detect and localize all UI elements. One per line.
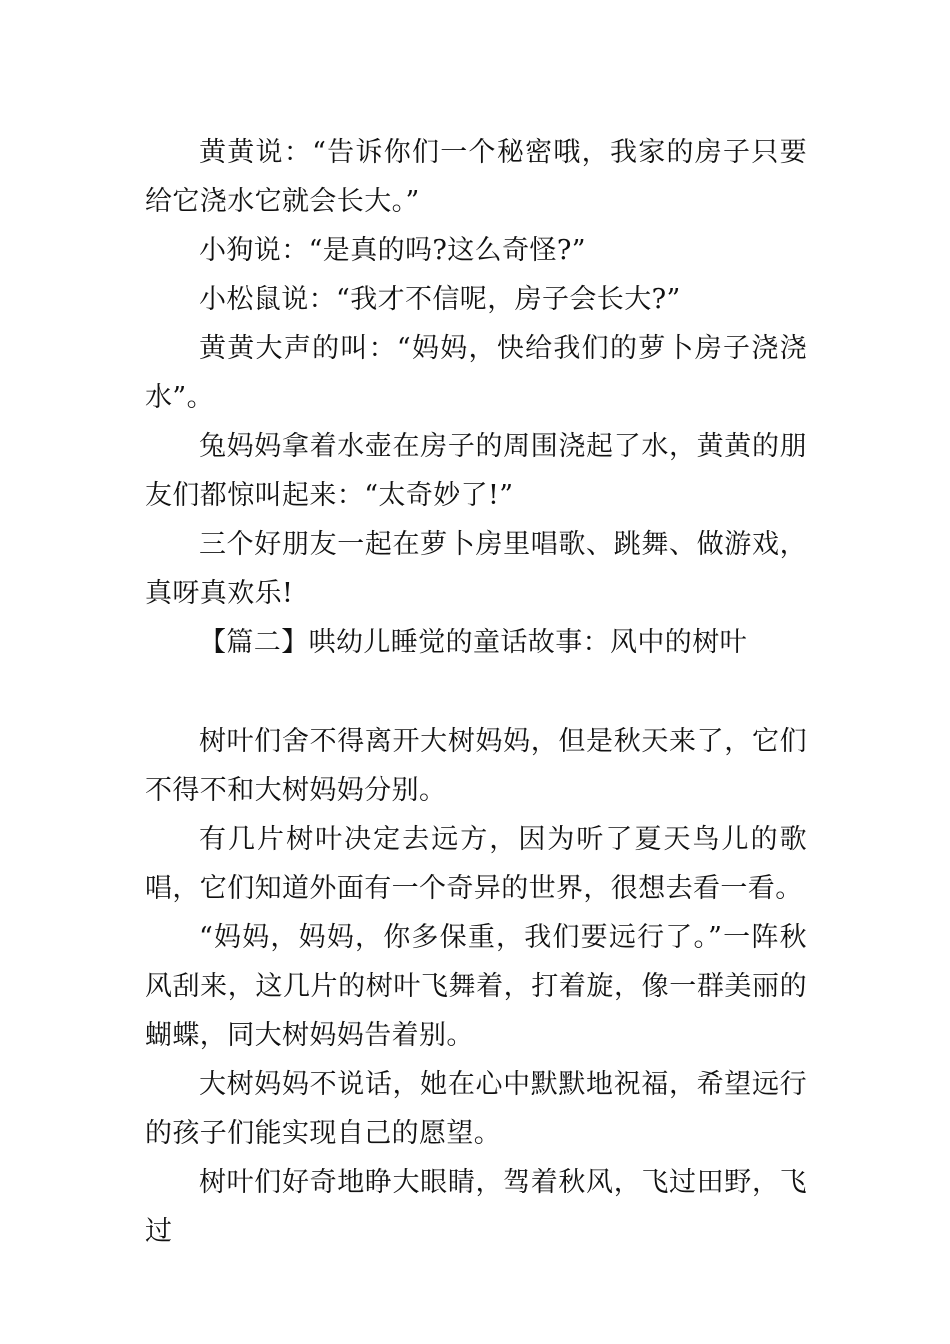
paragraph: 三个好朋友一起在萝卜房里唱歌、跳舞、做游戏，真呀真欢乐! [145, 529, 807, 609]
paragraph: 兔妈妈拿着水壶在房子的周围浇起了水，黄黄的朋友们都惊叫起来：“太奇妙了!” [145, 431, 807, 511]
paragraph: 小松鼠说：“我才不信呢，房子会长大?” [199, 284, 681, 315]
paragraph: 有几片树叶决定去远方，因为听了夏天鸟儿的歌唱，它们知道外面有一个奇异的世界，很想去看一看。 [145, 824, 807, 904]
paragraph: 黄黄说：“告诉你们一个秘密哦，我家的房子只要给它浇水它就会长大。” [145, 137, 807, 217]
paragraph: “妈妈，妈妈，你多保重，我们要远行了。”一阵秋风刮来，这几片的树叶飞舞着，打着旋，像一群美丽的蝴蝶，同大树妈妈告着别。 [145, 922, 807, 1051]
paragraph: 黄黄大声的叫：“妈妈，快给我们的萝卜房子浇浇水”。 [145, 333, 807, 413]
paragraph: 树叶们舍不得离开大树妈妈，但是秋天来了，它们不得不和大树妈妈分别。 [145, 726, 807, 806]
paragraph: 树叶们好奇地睁大眼睛，驾着秋风，飞过田野，飞过 [145, 1167, 807, 1247]
document-body [145, 128, 807, 1256]
section-heading: 【篇二】哄幼儿睡觉的童话故事：风中的树叶 [199, 627, 747, 658]
paragraph: 大树妈妈不说话，她在心中默默地祝福，希望远行的孩子们能实现自己的愿望。 [145, 1069, 807, 1149]
paragraph: 小狗说：“是真的吗?这么奇怪?” [199, 235, 586, 266]
